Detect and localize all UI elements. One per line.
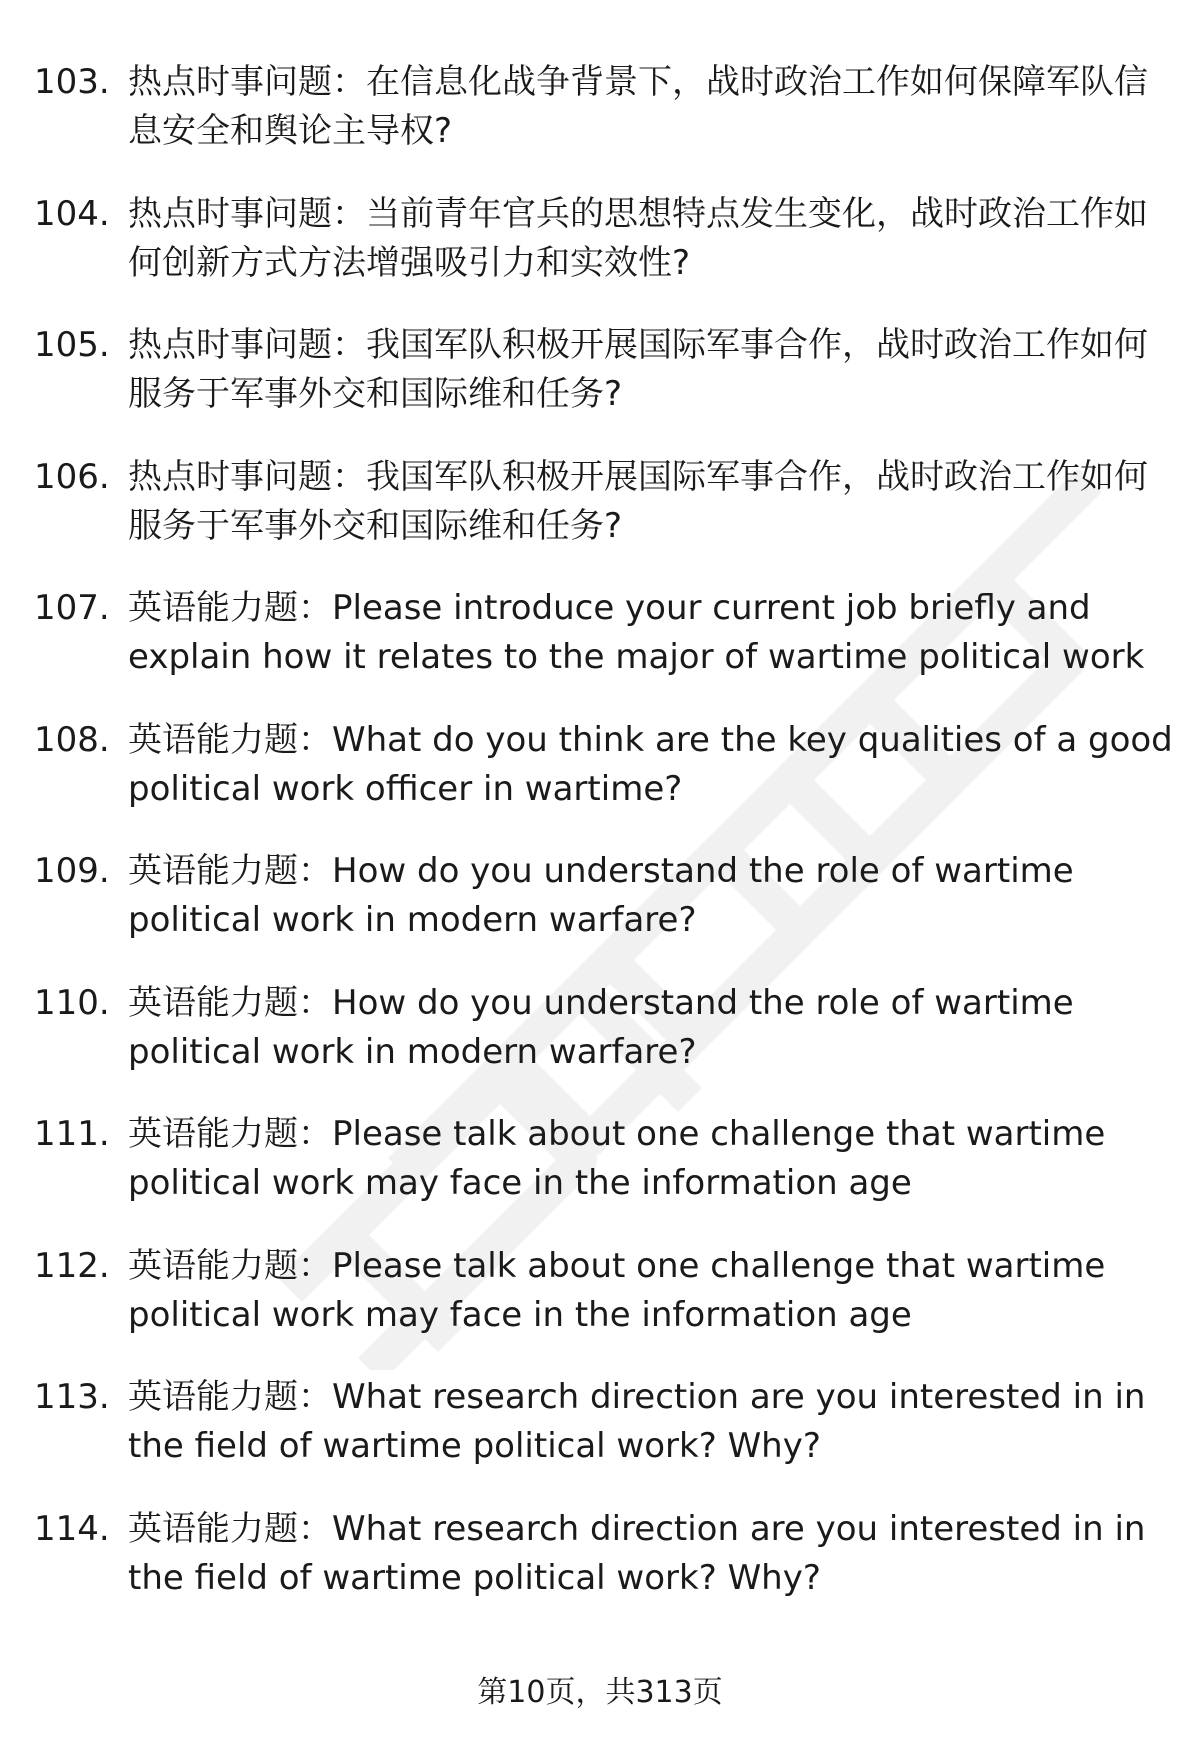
question-text: 热点时事问题：我国军队积极开展国际军事合作，战时政治工作如何服务于军事外交和国际维和任务? (128, 456, 1148, 546)
question-text: 热点时事问题：我国军队积极开展国际军事合作，战时政治工作如何服务于军事外交和国际维和任务? (128, 325, 1148, 414)
question-number: 108. (34, 719, 110, 760)
question-item (34, 453, 1174, 585)
question-item (34, 716, 1174, 848)
question-number: 113. (34, 1377, 110, 1417)
question-item (34, 58, 1174, 190)
question-item (34, 979, 1174, 1111)
question-item (34, 1242, 1174, 1374)
question-text: 英语能力题：What do you think are the key qualities of a good political work officer in wartime? (128, 719, 1173, 809)
question-text: 英语能力题：Please talk about one challenge that wartime political work may face in the information age (128, 1245, 1106, 1335)
question-item (34, 1373, 1174, 1505)
question-number: 104. (34, 193, 110, 234)
question-number: 103. (34, 62, 110, 102)
question-item (34, 321, 1174, 453)
question-number: 111. (34, 1114, 110, 1154)
question-item (34, 1505, 1174, 1637)
question-item (34, 1110, 1174, 1242)
question-text: 英语能力题：Please introduce your current job briefly and explain how it relates to the major of wartime political work (128, 588, 1145, 677)
question-number: 109. (34, 851, 110, 891)
question-text: 英语能力题：What research direction are you interested in in the field of wartime political work? Why? (128, 1508, 1146, 1598)
question-number: 105. (34, 325, 110, 365)
page-number-footer: 第10页，共313页 (477, 1675, 723, 1710)
question-number: 107. (34, 588, 110, 628)
question-item (34, 847, 1174, 979)
question-number: 106. (34, 456, 110, 497)
question-item (34, 584, 1174, 716)
question-text: 英语能力题：How do you understand the role of wartime political work in modern warfare? (128, 851, 1074, 940)
question-text: 英语能力题：How do you understand the role of wartime political work in modern warfare? (128, 982, 1074, 1072)
question-text: 热点时事问题：当前青年官兵的思想特点发生变化，战时政治工作如何创新方式方法增强吸引力和实效性? (128, 193, 1148, 283)
question-text: 英语能力题：What research direction are you interested in in the field of wartime political work? Why? (128, 1377, 1146, 1466)
question-text: 热点时事问题：在信息化战争背景下，战时政治工作如何保障军队信息安全和舆论主导权? (128, 62, 1148, 151)
question-number: 110. (34, 982, 110, 1023)
question-number: 112. (34, 1245, 110, 1286)
question-text: 英语能力题：Please talk about one challenge that wartime political work may face in the information age (128, 1114, 1106, 1203)
question-list (34, 58, 1174, 1636)
question-number: 114. (34, 1508, 110, 1549)
question-item (34, 190, 1174, 322)
